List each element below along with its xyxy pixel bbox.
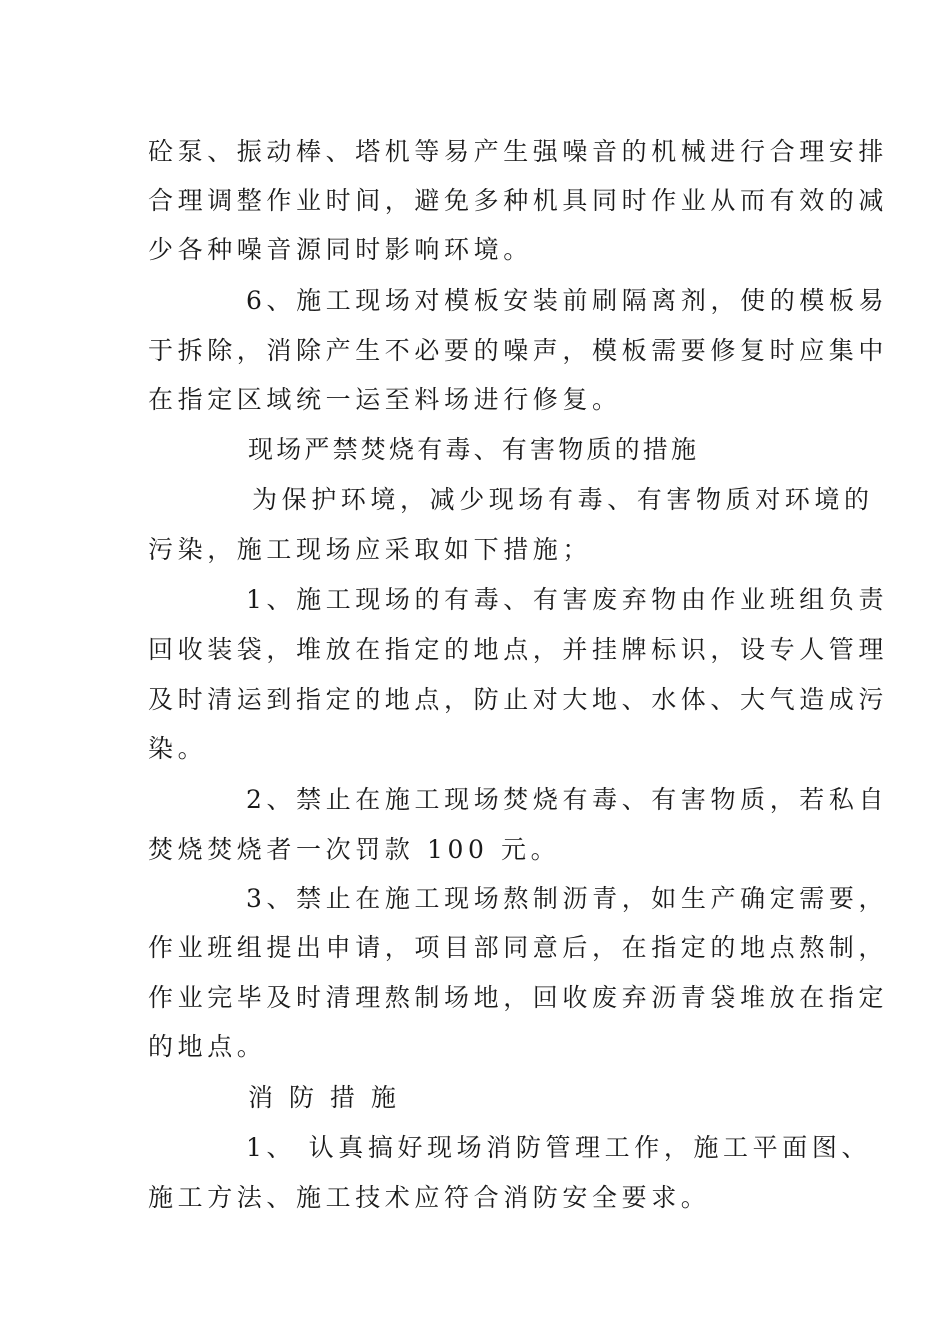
body-text-line: 合理调整作业时间，避免多种机具同时作业从而有效的减 xyxy=(148,186,889,215)
section-heading: 消 防 措 施 xyxy=(248,1083,397,1112)
paragraph-6-line: 6、施工现场对模板安装前刷隔离剂，使的模板易 xyxy=(246,286,889,315)
body-text-line: 的地点。 xyxy=(148,1032,267,1061)
section-heading: 现场严禁焚烧有毒、有害物质的措施 xyxy=(248,435,700,464)
body-text-line: 作业班组提出申请，项目部同意后，在指定的地点熬制， xyxy=(148,933,889,962)
body-text-line: 焚烧焚烧者一次罚款 100 元。 xyxy=(148,835,561,864)
body-text-line: 于拆除，消除产生不必要的噪声，模板需要修复时应集中 xyxy=(148,336,889,365)
body-text-line: 及时清运到指定的地点，防止对大地、水体、大气造成污 xyxy=(148,685,889,714)
body-text-line: 作业完毕及时清理熬制场地，回收废弃沥青袋堆放在指定 xyxy=(148,983,889,1012)
body-text-line: 砼泵、振动棒、塔机等易产生强噪音的机械进行合理安排 xyxy=(148,137,889,166)
item-2-line: 2、禁止在施工现场焚烧有毒、有害物质，若私自 xyxy=(246,785,889,814)
item-1-line: 1、施工现场的有毒、有害废弃物由作业班组负责 xyxy=(246,585,889,614)
item-3-line: 3、禁止在施工现场熬制沥青，如生产确定需要， xyxy=(246,884,889,913)
intro-paragraph-line: 为保护环境，减少现场有毒、有害物质对环境的 xyxy=(252,485,874,514)
body-text-line: 在指定区域统一运至料场进行修复。 xyxy=(148,385,622,414)
body-text-line: 回收装袋，堆放在指定的地点，并挂牌标识，设专人管理 xyxy=(148,635,889,664)
fire-item-1-line: 1、 认真搞好现场消防管理工作，施工平面图、 xyxy=(246,1133,872,1162)
body-text-line: 污染，施工现场应采取如下措施； xyxy=(148,535,593,564)
body-text-line: 少各种噪音源同时影响环境。 xyxy=(148,235,533,264)
body-text-line: 施工方法、施工技术应符合消防安全要求。 xyxy=(148,1183,711,1212)
body-text-line: 染。 xyxy=(148,734,208,763)
